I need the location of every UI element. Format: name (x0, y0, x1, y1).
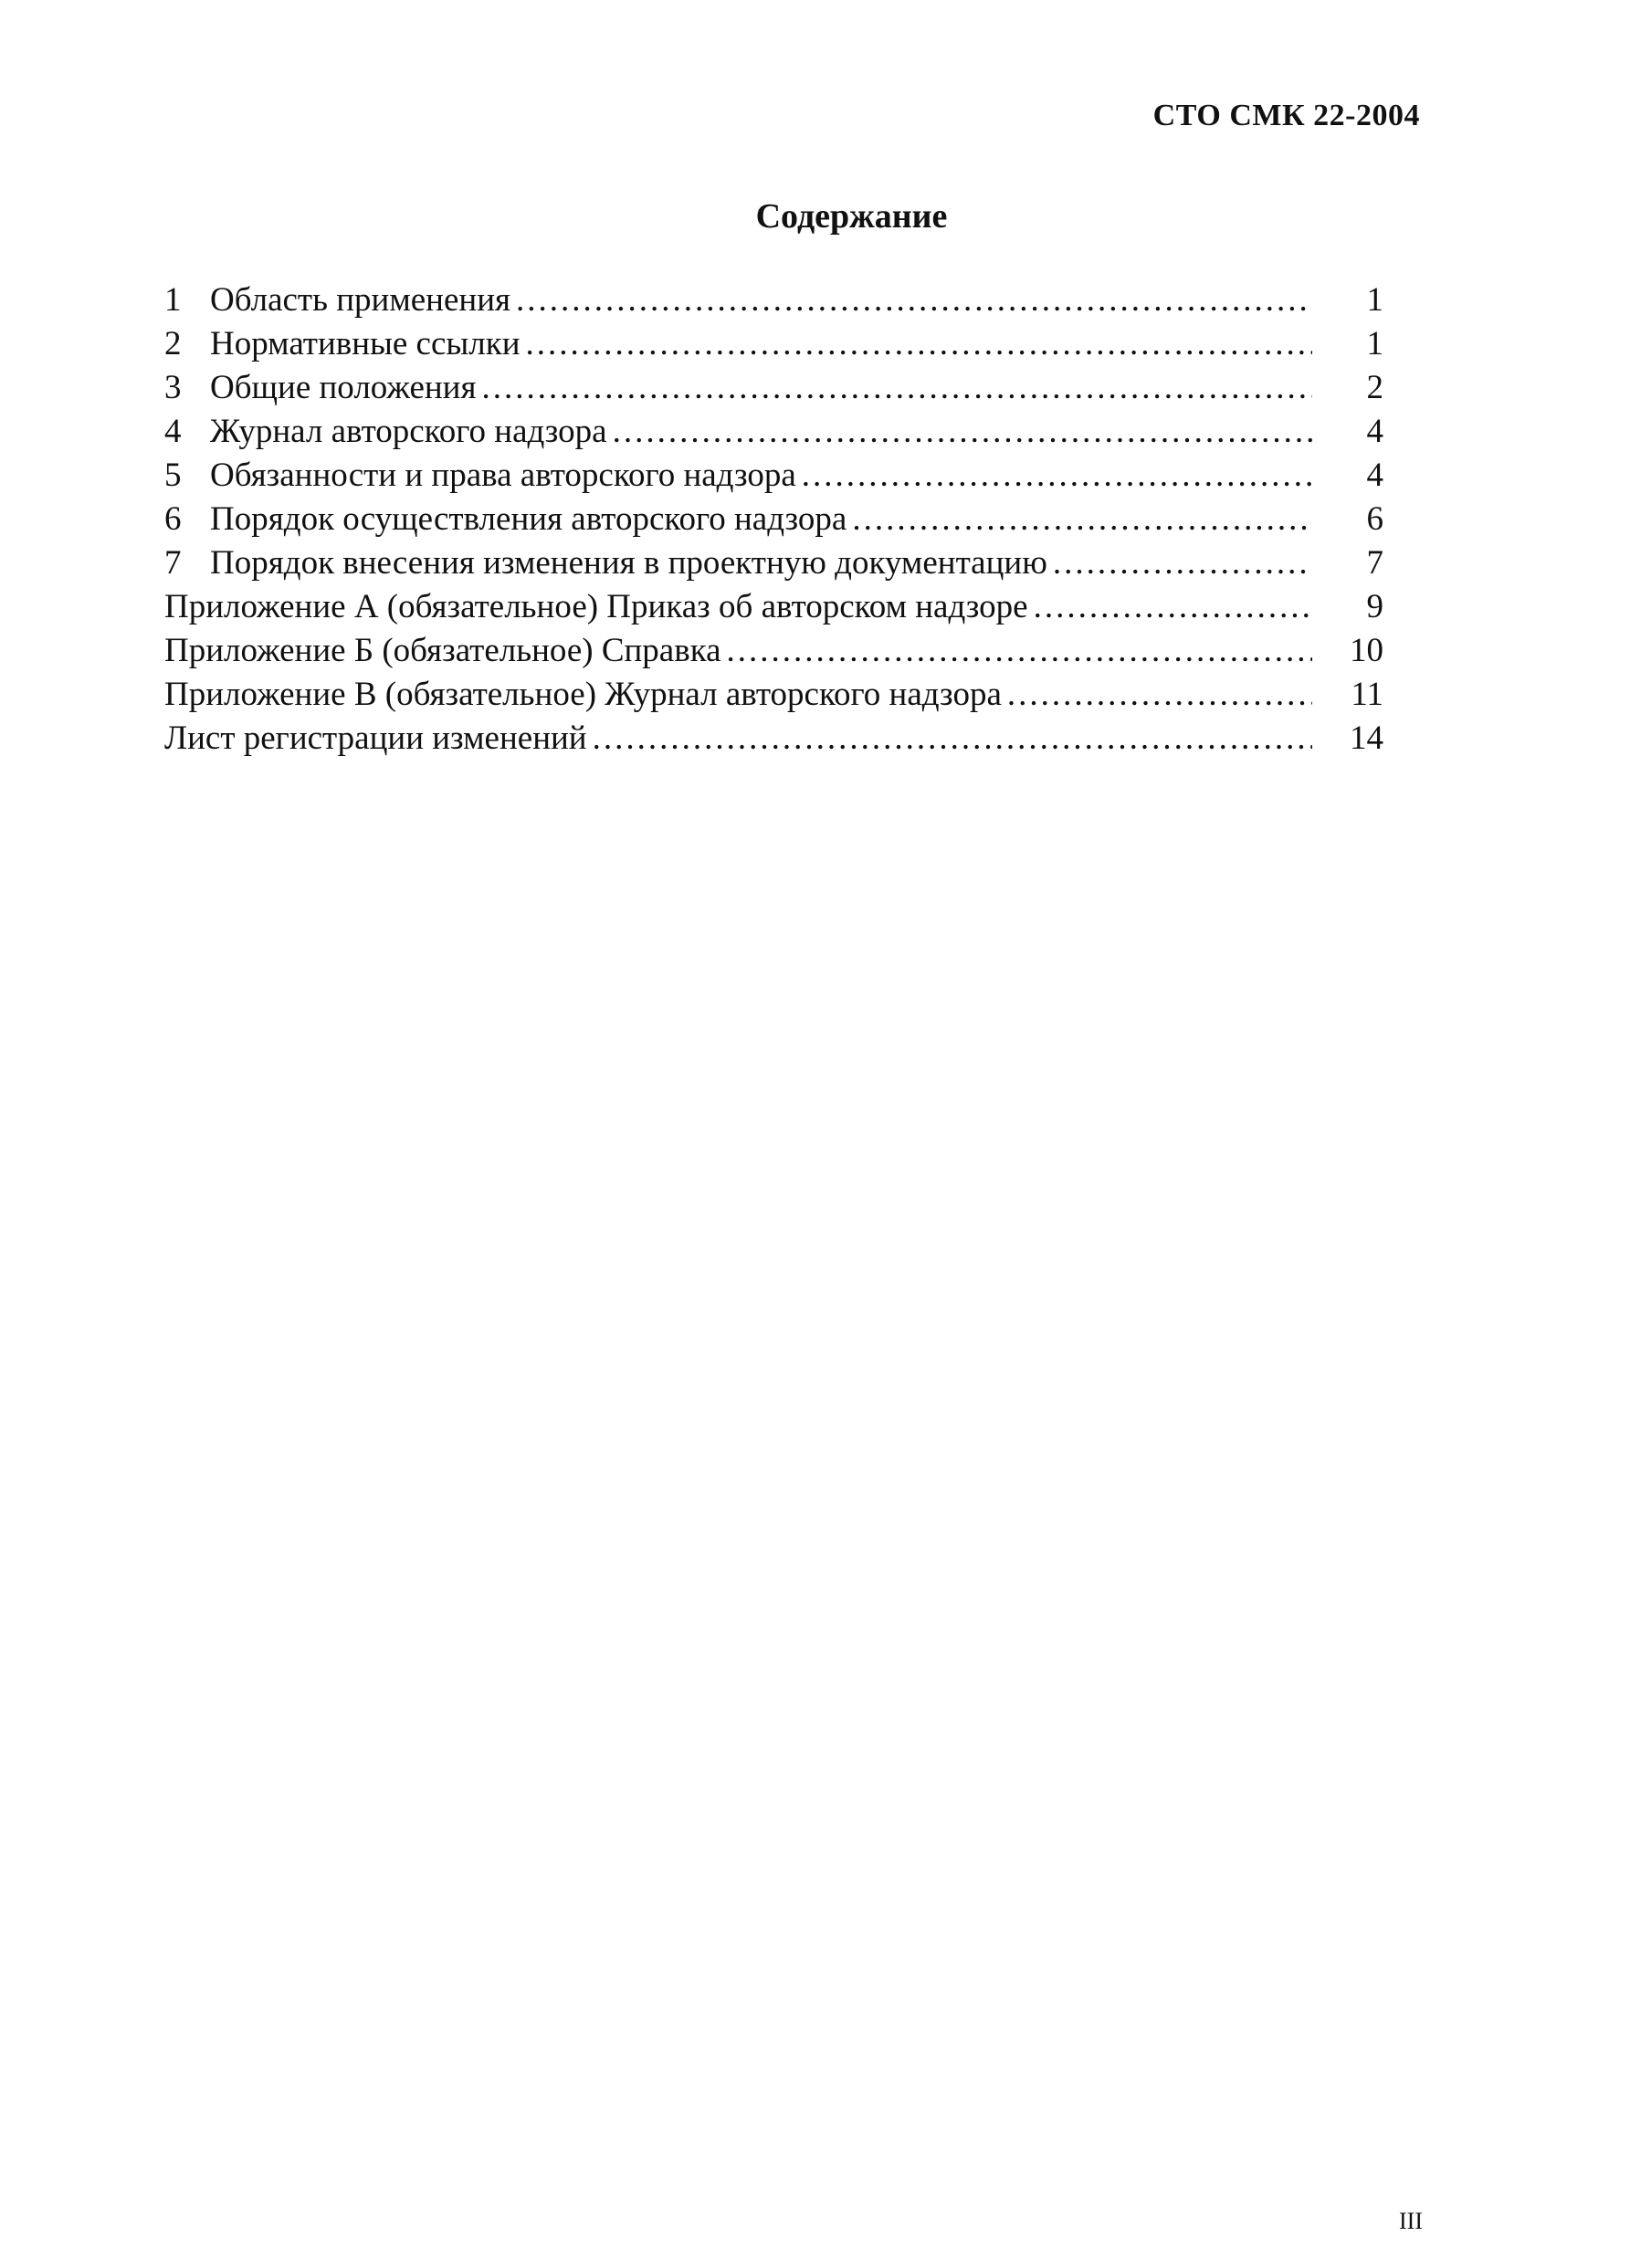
toc-item (164, 541, 1383, 585)
toc-item-number: 2 (164, 325, 182, 362)
toc-dot-leader (613, 410, 1312, 454)
toc-title: Содержание (755, 197, 948, 236)
page-number: III (1399, 2208, 1423, 2234)
toc-dot-leader (802, 454, 1312, 498)
toc-item-number: 1 (164, 281, 182, 319)
toc-item-title: Нормативные ссылки (210, 325, 521, 362)
toc-item-page: 4 (1366, 457, 1383, 494)
toc-item-page: 1 (1366, 281, 1383, 319)
document-code: СТО СМК 22-2004 (1152, 99, 1420, 132)
toc-dot-leader (481, 366, 1312, 410)
toc-item (164, 322, 1383, 366)
toc-item-page: 4 (1366, 413, 1383, 450)
toc-item-appendix (164, 629, 1383, 673)
toc-item-appendix (164, 673, 1383, 717)
table-of-contents (164, 278, 1383, 761)
toc-item-number: 4 (164, 413, 182, 450)
toc-item-title: Порядок осуществления авторского надзора (210, 500, 847, 538)
toc-item-page: 6 (1366, 500, 1383, 538)
toc-item (164, 366, 1383, 410)
toc-dot-leader (526, 322, 1312, 366)
toc-dot-leader (516, 278, 1312, 322)
toc-item-page: 1 (1366, 325, 1383, 362)
toc-item-number: 7 (164, 544, 182, 582)
toc-item-page: 7 (1366, 544, 1383, 582)
toc-item-page: 9 (1366, 588, 1383, 625)
toc-item-page: 14 (1350, 719, 1383, 757)
toc-item-page: 10 (1350, 632, 1383, 669)
toc-dot-leader (1007, 673, 1312, 717)
toc-item-number: 6 (164, 500, 182, 538)
toc-item (164, 454, 1383, 498)
toc-item-title: Приложение В (обязательное) Журнал авторского надзора (164, 676, 1002, 713)
toc-item-title: Область применения (210, 281, 511, 319)
toc-dot-leader (727, 629, 1312, 673)
toc-item-title: Приложение Б (обязательное) Справка (164, 632, 721, 669)
toc-item-number: 3 (164, 369, 182, 406)
toc-dot-leader (1053, 541, 1312, 585)
toc-item (164, 498, 1383, 541)
toc-item-appendix (164, 585, 1383, 629)
toc-item-title: Порядок внесения изменения в проектную документацию (210, 544, 1047, 582)
toc-item-appendix (164, 717, 1383, 761)
toc-item-number: 5 (164, 457, 182, 494)
toc-item-page: 2 (1366, 369, 1383, 406)
toc-item-title: Журнал авторского надзора (210, 413, 607, 450)
toc-item-title: Приложение А (обязательное) Приказ об авторском надзоре (164, 588, 1028, 625)
toc-dot-leader (852, 498, 1312, 541)
toc-dot-leader (1034, 585, 1312, 629)
toc-item-page: 11 (1351, 676, 1383, 713)
toc-item-title: Обязанности и права авторского надзора (210, 457, 796, 494)
toc-item-title: Лист регистрации изменений (164, 719, 587, 757)
toc-item (164, 410, 1383, 454)
toc-item (164, 278, 1383, 322)
toc-item-title: Общие положения (210, 369, 477, 406)
toc-dot-leader (593, 717, 1312, 761)
